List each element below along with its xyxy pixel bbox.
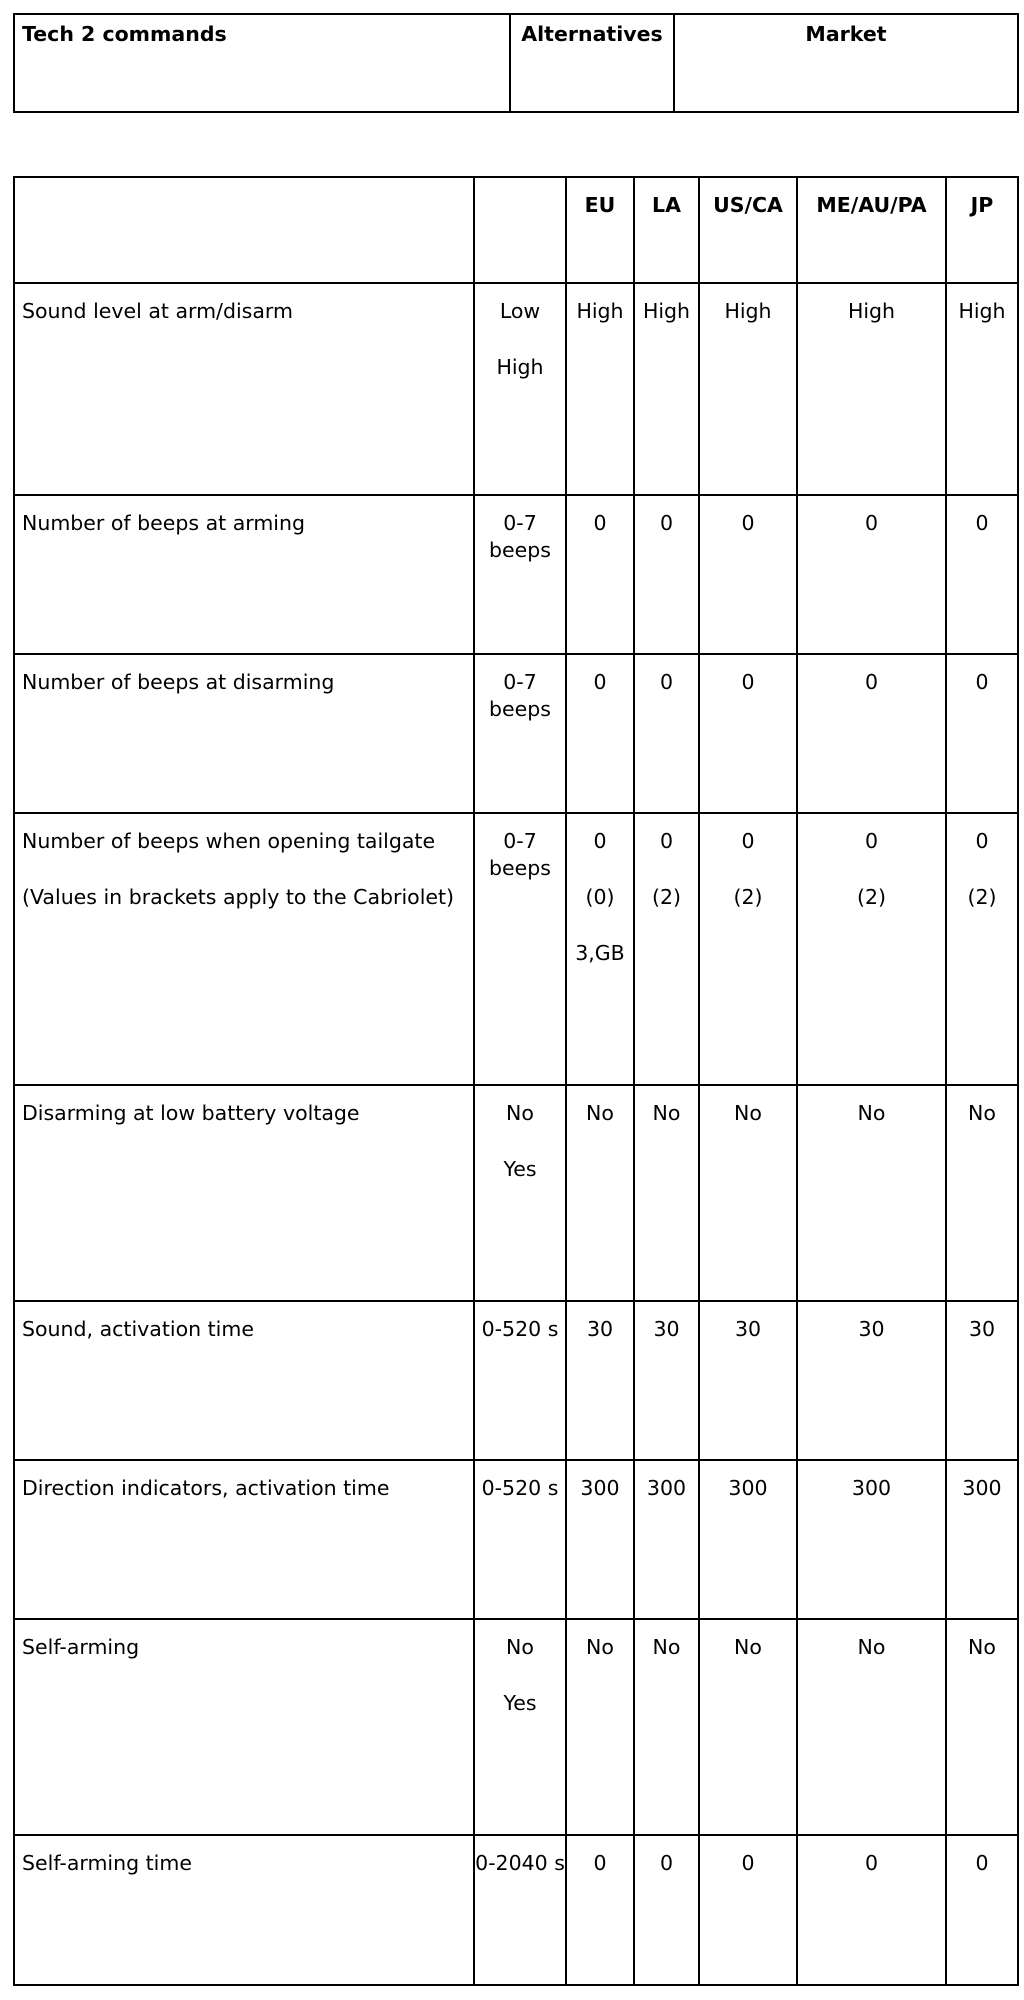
market-value-cell bbox=[634, 1085, 699, 1301]
cell-value: 0 bbox=[741, 829, 755, 853]
market-value-cell bbox=[946, 1085, 1018, 1301]
cell-value: No bbox=[968, 1101, 996, 1125]
market-value-cell bbox=[634, 1301, 699, 1460]
parameter-text: Disarming at low battery voltage bbox=[22, 1101, 360, 1125]
parameter-text: Sound, activation time bbox=[22, 1317, 254, 1341]
parameter-name-cell bbox=[14, 495, 474, 654]
cell-value: 0 bbox=[741, 670, 755, 694]
cell-value: 0 bbox=[659, 670, 674, 694]
empty-header-cell bbox=[474, 177, 566, 283]
cell-value: (2) bbox=[651, 885, 682, 910]
parameter-text: Self-arming time bbox=[22, 1851, 192, 1875]
cell-value: 0 bbox=[741, 511, 755, 535]
cell-value: 30 bbox=[858, 1317, 885, 1341]
market-value-cell bbox=[699, 654, 797, 813]
cell-value: 0 bbox=[864, 1851, 879, 1875]
market-value-cell bbox=[946, 1301, 1018, 1460]
market-column-header: ME/AU/PA bbox=[797, 177, 946, 283]
parameter-name-cell bbox=[14, 1835, 474, 1985]
market-value-cell bbox=[566, 1085, 634, 1301]
cell-value: (2) bbox=[856, 885, 887, 910]
header-row bbox=[14, 14, 1018, 112]
market-value-cell bbox=[699, 1301, 797, 1460]
market-value-cell bbox=[699, 1460, 797, 1619]
cell-value: No bbox=[652, 1101, 681, 1125]
cell-value: 0 bbox=[593, 829, 607, 853]
alternatives-cell bbox=[474, 1460, 566, 1619]
market-column-header: US/CA bbox=[699, 177, 797, 283]
market-value-cell bbox=[566, 283, 634, 495]
market-value-cell bbox=[634, 1835, 699, 1985]
cell-value: 300 bbox=[580, 1476, 620, 1500]
empty-header-cell bbox=[14, 177, 474, 283]
market-value-cell bbox=[566, 1460, 634, 1619]
cell-value: High bbox=[576, 299, 624, 323]
cell-value: 300 bbox=[962, 1476, 1002, 1500]
parameter-name-cell bbox=[14, 813, 474, 1085]
market-value-cell bbox=[566, 1301, 634, 1460]
market-value-cell bbox=[566, 654, 634, 813]
cell-value: 0 bbox=[975, 670, 989, 694]
parameter-table-body bbox=[14, 177, 1018, 1985]
market-value-cell bbox=[797, 1835, 946, 1985]
market-column-header: JP bbox=[946, 177, 1018, 283]
market-value-cell bbox=[946, 1460, 1018, 1619]
column-header-row bbox=[14, 177, 1018, 283]
market-value-cell bbox=[566, 1835, 634, 1985]
cell-value: Low bbox=[499, 299, 541, 323]
parameter-name-cell bbox=[14, 1085, 474, 1301]
table-row bbox=[14, 654, 1018, 813]
cell-value: No bbox=[652, 1635, 681, 1659]
parameter-name-cell bbox=[14, 1301, 474, 1460]
parameter-text: Number of beeps at arming bbox=[22, 511, 306, 535]
market-value-cell bbox=[634, 813, 699, 1085]
market-value-cell bbox=[634, 1619, 699, 1835]
cell-value: High bbox=[847, 299, 896, 323]
parameter-text: (Values in brackets apply to the Cabriolet) bbox=[22, 885, 455, 910]
cell-value: No bbox=[968, 1635, 996, 1659]
cell-value: 0 bbox=[864, 670, 879, 694]
market-value-cell bbox=[946, 1835, 1018, 1985]
cell-value: 0 bbox=[864, 511, 879, 535]
market-value-cell bbox=[797, 495, 946, 654]
market-value-cell bbox=[634, 1460, 699, 1619]
cell-value: 0 bbox=[975, 1851, 989, 1875]
market-column-header: EU bbox=[566, 177, 634, 283]
cell-value: 0-7 beeps bbox=[489, 829, 551, 881]
cell-value: 0 bbox=[864, 829, 879, 853]
market-value-cell bbox=[699, 1835, 797, 1985]
market-value-cell bbox=[797, 1619, 946, 1835]
cell-value: High bbox=[496, 355, 544, 380]
alternatives-heading: Alternatives bbox=[510, 14, 674, 112]
cell-value: 30 bbox=[653, 1317, 680, 1341]
market-value-cell bbox=[946, 1619, 1018, 1835]
market-value-cell bbox=[566, 813, 634, 1085]
cell-value: 0 bbox=[659, 1851, 674, 1875]
parameter-text: Number of beeps when opening tailgate bbox=[22, 829, 436, 853]
cell-value: No bbox=[857, 1635, 886, 1659]
market-value-cell bbox=[634, 495, 699, 654]
parameter-name-cell bbox=[14, 654, 474, 813]
market-value-cell bbox=[699, 1619, 797, 1835]
cell-value: 3,GB bbox=[575, 941, 625, 966]
cell-value: Yes bbox=[503, 1157, 537, 1182]
market-value-cell bbox=[797, 1460, 946, 1619]
cell-value: High bbox=[958, 299, 1006, 323]
cell-value: High bbox=[724, 299, 772, 323]
cell-value: 0 bbox=[975, 829, 989, 853]
alternatives-cell bbox=[474, 654, 566, 813]
cell-value: 0 bbox=[659, 511, 674, 535]
cell-value: 30 bbox=[586, 1317, 614, 1341]
cell-value: High bbox=[642, 299, 691, 323]
cell-value: 0-2040 s bbox=[475, 1851, 565, 1875]
parameter-text: Sound level at arm/disarm bbox=[22, 299, 293, 323]
alternatives-cell bbox=[474, 1619, 566, 1835]
cell-value: 0 bbox=[975, 511, 989, 535]
cell-value: No bbox=[734, 1635, 762, 1659]
market-value-cell bbox=[797, 1301, 946, 1460]
parameter-text: Direction indicators, activation time bbox=[22, 1476, 390, 1500]
cell-value: No bbox=[506, 1101, 534, 1125]
cell-value: 300 bbox=[646, 1476, 687, 1500]
cell-value: No bbox=[734, 1101, 762, 1125]
market-value-cell bbox=[797, 654, 946, 813]
market-value-cell bbox=[946, 813, 1018, 1085]
cell-value: 0 bbox=[593, 1851, 607, 1875]
cell-value: 300 bbox=[728, 1476, 768, 1500]
cell-value: 0 bbox=[593, 670, 607, 694]
cell-value: 0-7 beeps bbox=[489, 511, 551, 563]
cell-value: 30 bbox=[734, 1317, 762, 1341]
cell-value: 0 bbox=[659, 829, 674, 853]
market-value-cell bbox=[699, 1085, 797, 1301]
market-value-cell bbox=[699, 283, 797, 495]
market-value-cell bbox=[797, 813, 946, 1085]
tech2-commands-heading: Tech 2 commands bbox=[14, 14, 510, 112]
cell-value: 300 bbox=[851, 1476, 892, 1500]
market-value-cell bbox=[946, 283, 1018, 495]
market-value-cell bbox=[946, 495, 1018, 654]
cell-value: (2) bbox=[967, 885, 997, 910]
table-row bbox=[14, 1085, 1018, 1301]
header-table bbox=[13, 13, 1019, 113]
cell-value: 0 bbox=[593, 511, 607, 535]
parameter-text: Number of beeps at disarming bbox=[22, 670, 335, 694]
alternatives-cell bbox=[474, 1301, 566, 1460]
market-value-cell bbox=[566, 495, 634, 654]
cell-value: 0-7 beeps bbox=[489, 670, 551, 722]
market-value-cell bbox=[699, 813, 797, 1085]
alternatives-cell bbox=[474, 1835, 566, 1985]
table-row bbox=[14, 495, 1018, 654]
parameter-name-cell bbox=[14, 1619, 474, 1835]
cell-value: No bbox=[506, 1635, 534, 1659]
market-value-cell bbox=[566, 1619, 634, 1835]
table-row bbox=[14, 283, 1018, 495]
market-value-cell bbox=[699, 495, 797, 654]
cell-value: 30 bbox=[968, 1317, 996, 1341]
table-row bbox=[14, 1460, 1018, 1619]
alternatives-cell bbox=[474, 283, 566, 495]
cell-value: (2) bbox=[733, 885, 763, 910]
cell-value: 0-520 s bbox=[481, 1476, 559, 1500]
cell-value: Yes bbox=[503, 1691, 537, 1716]
parameter-name-cell bbox=[14, 1460, 474, 1619]
alternatives-cell bbox=[474, 495, 566, 654]
market-value-cell bbox=[797, 1085, 946, 1301]
cell-value: No bbox=[586, 1101, 614, 1125]
cell-value: No bbox=[857, 1101, 886, 1125]
market-value-cell bbox=[634, 654, 699, 813]
cell-value: No bbox=[586, 1635, 614, 1659]
market-column-header: LA bbox=[634, 177, 699, 283]
parameter-table bbox=[13, 176, 1019, 1986]
alternatives-cell bbox=[474, 1085, 566, 1301]
market-value-cell bbox=[946, 654, 1018, 813]
parameter-text: Self-arming bbox=[22, 1635, 140, 1659]
market-heading: Market bbox=[674, 14, 1018, 112]
market-value-cell bbox=[634, 283, 699, 495]
cell-value: 0 bbox=[741, 1851, 755, 1875]
alternatives-cell bbox=[474, 813, 566, 1085]
parameter-name-cell bbox=[14, 283, 474, 495]
market-value-cell bbox=[797, 283, 946, 495]
table-row bbox=[14, 813, 1018, 1085]
cell-value: 0-520 s bbox=[481, 1317, 559, 1341]
table-row bbox=[14, 1835, 1018, 1985]
cell-value: (0) bbox=[585, 885, 615, 910]
table-row bbox=[14, 1301, 1018, 1460]
table-row bbox=[14, 1619, 1018, 1835]
